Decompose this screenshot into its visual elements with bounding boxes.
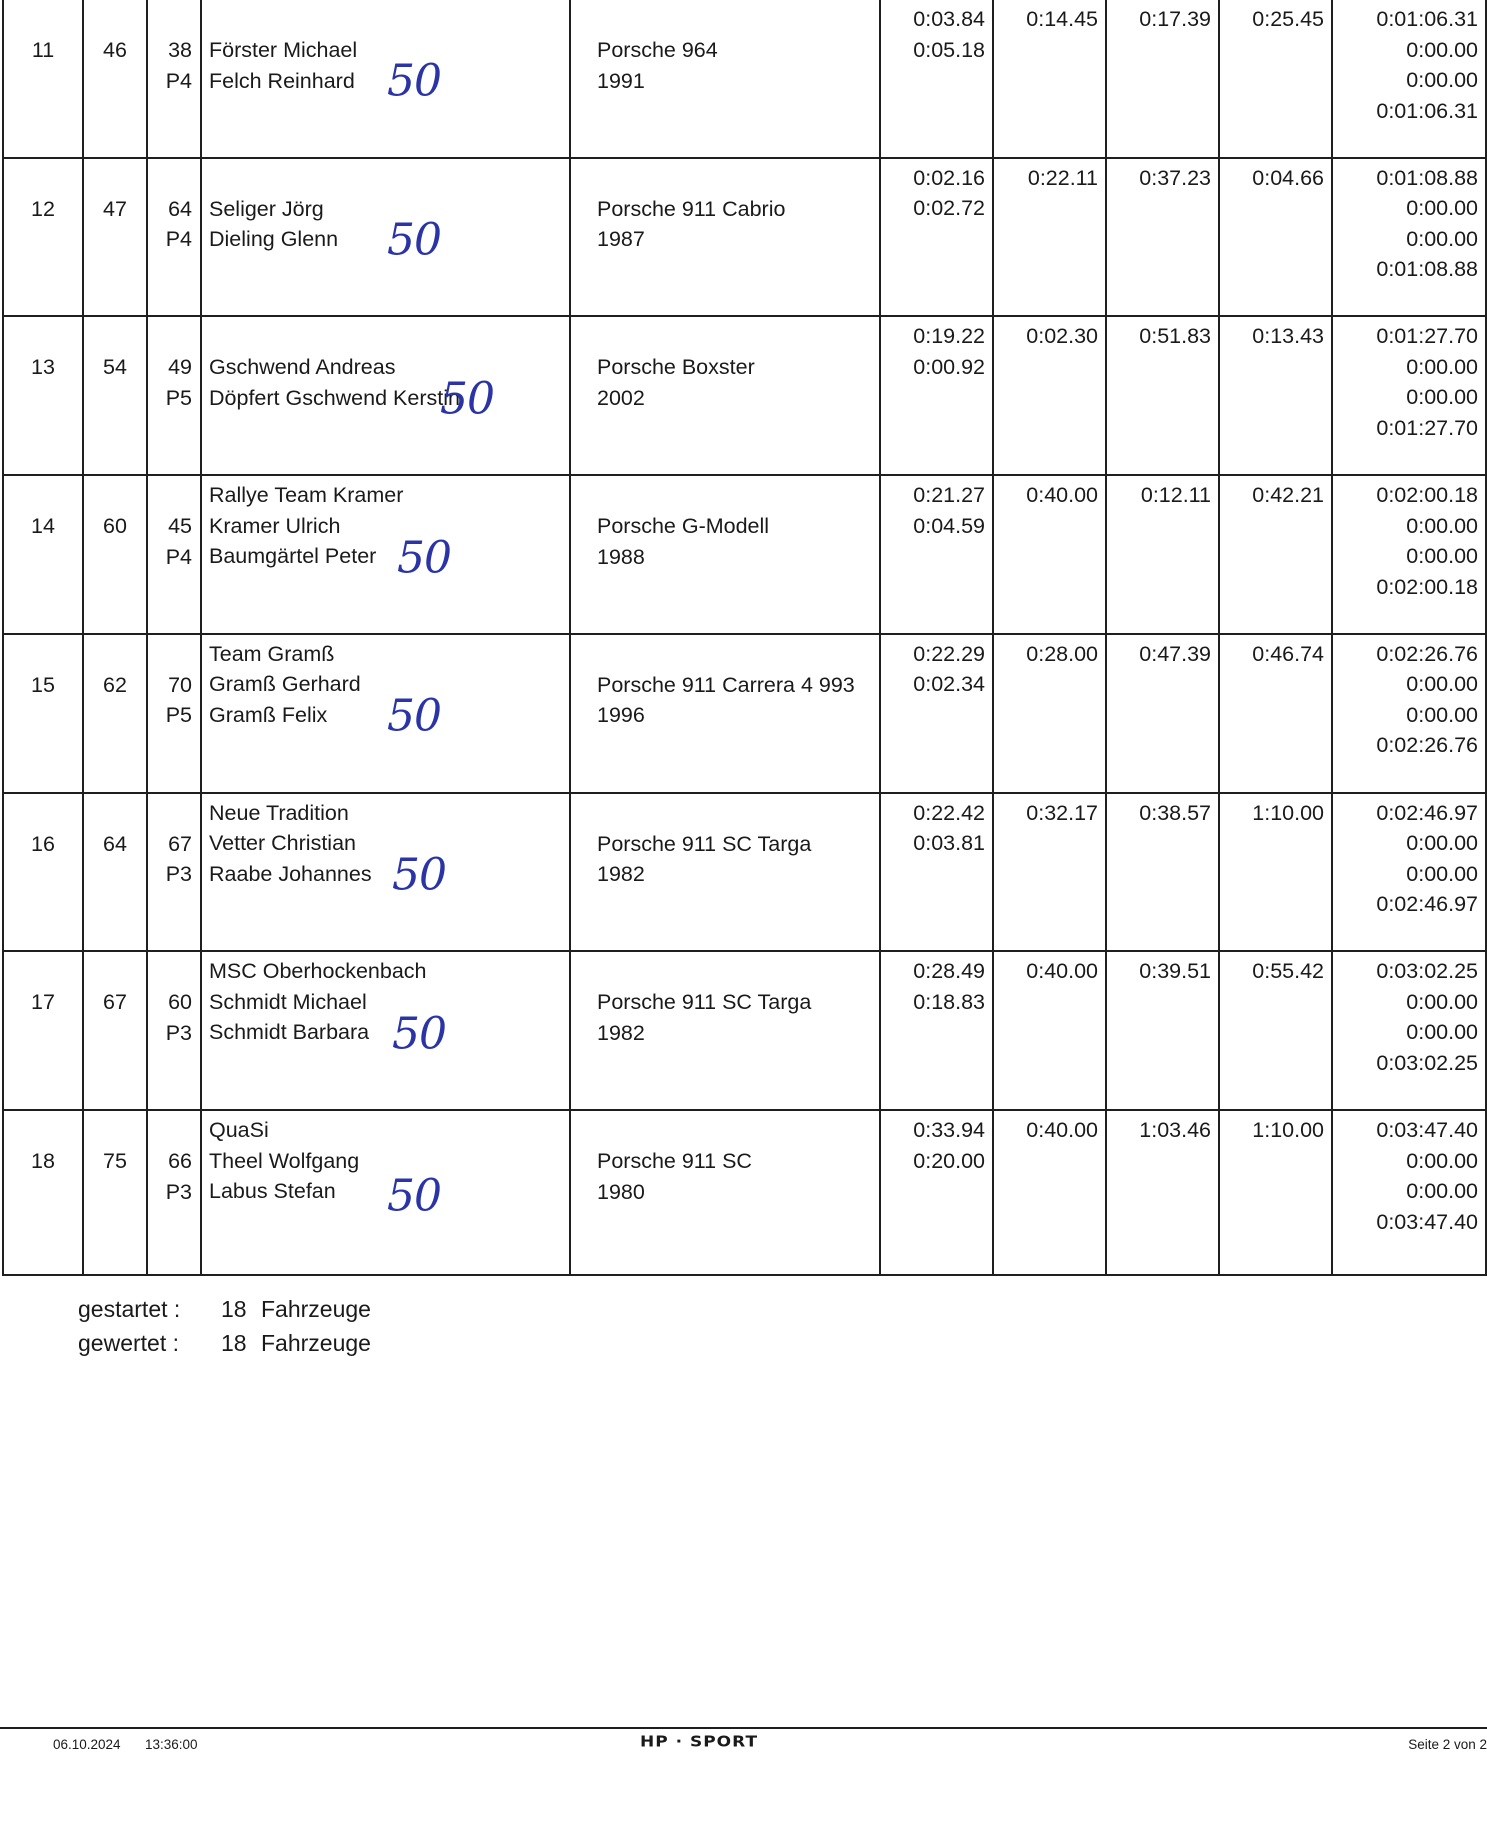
final-time: 0:03:02.25 [1376, 1050, 1478, 1075]
time-4: 0:42.21 [1252, 483, 1324, 508]
time-2: 0:28.00 [1026, 641, 1098, 666]
car-year: 1980 [597, 1179, 645, 1204]
crew-cell [201, 1110, 570, 1275]
time-cell-4 [1219, 634, 1332, 793]
crew-cell [201, 634, 570, 793]
page-number: Seite 2 von 2 [1408, 1737, 1487, 1752]
start-number: 47 [103, 196, 127, 221]
time-cell-2 [993, 475, 1106, 634]
start-number-cell [83, 634, 147, 793]
time-cell-1 [880, 793, 993, 952]
car-cell [570, 0, 880, 158]
start-number: 75 [103, 1149, 127, 1174]
total-time: 0:01:08.88 [1376, 165, 1478, 190]
position-cell [3, 316, 83, 475]
driver-name: Gramß Gerhard [209, 672, 361, 697]
position-cell [3, 475, 83, 634]
time-3: 0:37.23 [1139, 165, 1211, 190]
time-4: 0:46.74 [1252, 641, 1324, 666]
final-time: 0:01:06.31 [1376, 98, 1478, 123]
penalty-a: 0:00.00 [1406, 831, 1478, 856]
codriver-name: Schmidt Barbara [209, 1020, 370, 1045]
time-cell-1 [880, 951, 993, 1110]
time-1b: 0:20.00 [913, 1148, 985, 1173]
codriver-name: Gramß Felix [209, 702, 328, 727]
team-name: Neue Tradition [209, 800, 349, 825]
start-number-cell [83, 793, 147, 952]
handwritten-mark: 50 [387, 55, 441, 107]
penalty-a: 0:00.00 [1406, 672, 1478, 697]
codriver-name: Baumgärtel Peter [209, 544, 377, 569]
time-2: 0:02.30 [1026, 324, 1098, 349]
final-time: 0:02:46.97 [1376, 892, 1478, 917]
started-unit: Fahrzeuge [261, 1296, 371, 1322]
handwritten-mark: 50 [392, 1008, 446, 1060]
penalty-a: 0:00.00 [1406, 196, 1478, 221]
start-number-cell [83, 158, 147, 317]
time-cell-3 [1106, 0, 1219, 158]
car-cell [570, 158, 880, 317]
class: P4 [165, 544, 192, 569]
car-number: 49 [168, 355, 192, 380]
summary [78, 1292, 371, 1360]
time-1a: 0:33.94 [913, 1118, 985, 1143]
final-time: 0:01:27.70 [1376, 415, 1478, 440]
time-1a: 0:22.29 [913, 641, 985, 666]
summary-started [78, 1292, 371, 1326]
total-cell [1332, 634, 1486, 793]
penalty-b: 0:00.00 [1406, 1020, 1478, 1045]
crew-cell [201, 0, 570, 158]
total-time: 0:01:27.70 [1376, 324, 1478, 349]
team-name: QuaSi [209, 1118, 269, 1143]
time-1a: 0:22.42 [913, 800, 985, 825]
handwritten-mark: 50 [387, 1170, 441, 1222]
time-cell-1 [880, 475, 993, 634]
penalty-a: 0:00.00 [1406, 354, 1478, 379]
car-number-cell [147, 158, 201, 317]
start-number: 62 [103, 672, 127, 697]
class: P3 [165, 862, 192, 887]
final-time: 0:01:08.88 [1376, 257, 1478, 282]
class: P4 [165, 227, 192, 252]
summary-rated [78, 1326, 371, 1360]
footer-divider [0, 1727, 1487, 1729]
time-1a: 0:02.16 [913, 165, 985, 190]
position: 17 [31, 990, 55, 1015]
time-cell-2 [993, 951, 1106, 1110]
time-1a: 0:21.27 [913, 483, 985, 508]
total-time: 0:02:46.97 [1376, 800, 1478, 825]
time-cell-3 [1106, 158, 1219, 317]
car-number: 66 [168, 1149, 192, 1174]
penalty-a: 0:00.00 [1406, 989, 1478, 1014]
time-4: 0:55.42 [1252, 959, 1324, 984]
handwritten-mark: 50 [440, 373, 494, 425]
penalty-b: 0:00.00 [1406, 385, 1478, 410]
results-table [2, 0, 1487, 1276]
start-number-cell [83, 1110, 147, 1275]
total-cell [1332, 475, 1486, 634]
handwritten-mark: 50 [392, 849, 446, 901]
car-year: 2002 [597, 385, 645, 410]
start-number-cell [83, 316, 147, 475]
time-1a: 0:03.84 [913, 7, 985, 31]
car-number-cell [147, 951, 201, 1110]
start-number: 67 [103, 990, 127, 1015]
time-1b: 0:02.34 [913, 672, 985, 697]
time-cell-3 [1106, 793, 1219, 952]
position-cell [3, 634, 83, 793]
codriver-name: Felch Reinhard [209, 68, 355, 93]
time-1b: 0:18.83 [913, 989, 985, 1014]
total-time: 0:02:26.76 [1376, 641, 1478, 666]
driver-name: Förster Michael [209, 38, 358, 62]
position: 18 [31, 1149, 55, 1174]
time-cell-1 [880, 316, 993, 475]
class: P3 [165, 1020, 192, 1045]
result-row [3, 793, 1486, 952]
final-time: 0:02:26.76 [1376, 733, 1478, 758]
total-time: 0:03:47.40 [1376, 1118, 1478, 1143]
car-model: Porsche 911 SC Targa [597, 831, 812, 856]
time-4: 0:04.66 [1252, 165, 1324, 190]
time-cell-2 [993, 158, 1106, 317]
car-model: Porsche 911 SC Targa [597, 990, 812, 1015]
rated-count: 18 [221, 1330, 247, 1356]
class: P5 [165, 703, 192, 728]
start-number-cell [83, 951, 147, 1110]
codriver-name: Dieling Glenn [209, 227, 339, 252]
car-model: Porsche 964 [597, 38, 718, 62]
driver-name: Seliger Jörg [209, 196, 324, 221]
car-number-cell [147, 0, 201, 158]
time-4: 0:13.43 [1252, 324, 1324, 349]
time-4: 1:10.00 [1252, 1118, 1324, 1143]
total-cell [1332, 0, 1486, 158]
result-row [3, 951, 1486, 1110]
car-number: 67 [168, 831, 192, 856]
rated-unit: Fahrzeuge [261, 1330, 371, 1356]
car-number: 70 [168, 672, 192, 697]
time-cell-2 [993, 793, 1106, 952]
car-year: 1987 [597, 227, 645, 252]
total-time: 0:02:00.18 [1376, 483, 1478, 508]
driver-name: Vetter Christian [209, 831, 356, 856]
started-label: gestartet : [78, 1296, 181, 1322]
crew-cell [201, 158, 570, 317]
time-3: 0:47.39 [1139, 641, 1211, 666]
car-cell [570, 793, 880, 952]
car-number-cell [147, 475, 201, 634]
start-number-cell [83, 475, 147, 634]
start-number: 60 [103, 514, 127, 539]
time-cell-2 [993, 316, 1106, 475]
time-2: 0:32.17 [1026, 800, 1098, 825]
time-cell-3 [1106, 951, 1219, 1110]
rated-label: gewertet : [78, 1330, 179, 1356]
driver-name: Schmidt Michael [209, 989, 367, 1014]
car-number-cell [147, 793, 201, 952]
position: 15 [31, 672, 55, 697]
car-model: Porsche 911 Carrera 4 993 [597, 672, 855, 697]
car-cell [570, 634, 880, 793]
time-1b: 0:04.59 [913, 513, 985, 538]
position-cell [3, 158, 83, 317]
time-3: 1:03.46 [1139, 1118, 1211, 1143]
time-cell-3 [1106, 475, 1219, 634]
time-2: 0:14.45 [1026, 7, 1098, 31]
car-number: 60 [168, 990, 192, 1015]
final-time: 0:03:47.40 [1376, 1209, 1478, 1234]
handwritten-mark: 50 [387, 690, 441, 742]
car-number: 64 [168, 196, 192, 221]
car-year: 1988 [597, 544, 645, 569]
penalty-a: 0:00.00 [1406, 37, 1478, 62]
car-model: Porsche 911 SC [597, 1149, 752, 1174]
penalty-b: 0:00.00 [1406, 544, 1478, 569]
team-name: MSC Oberhockenbach [209, 959, 427, 984]
penalty-b: 0:00.00 [1406, 1179, 1478, 1204]
car-year: 1982 [597, 862, 645, 887]
penalty-a: 0:00.00 [1406, 1148, 1478, 1173]
time-2: 0:40.00 [1026, 1118, 1098, 1143]
result-row [3, 1110, 1486, 1275]
start-number: 64 [103, 831, 127, 856]
total-cell [1332, 316, 1486, 475]
position-cell [3, 0, 83, 158]
crew-cell [201, 316, 570, 475]
car-number-cell [147, 634, 201, 793]
car-cell [570, 316, 880, 475]
time-cell-3 [1106, 1110, 1219, 1275]
total-time: 0:01:06.31 [1376, 7, 1478, 31]
time-cell-3 [1106, 634, 1219, 793]
footer-time: 13:36:00 [145, 1737, 198, 1752]
car-number-cell [147, 316, 201, 475]
time-1a: 0:19.22 [913, 324, 985, 349]
time-2: 0:22.11 [1027, 165, 1098, 190]
driver-name: Gschwend Andreas [209, 355, 396, 380]
car-year: 1982 [597, 1020, 645, 1045]
result-row [3, 634, 1486, 793]
handwritten-mark: 50 [397, 532, 451, 584]
handwritten-mark: 50 [387, 214, 441, 266]
penalty-b: 0:00.00 [1406, 861, 1478, 886]
position: 14 [31, 514, 55, 539]
total-cell [1332, 793, 1486, 952]
result-row [3, 158, 1486, 317]
car-number-cell [147, 1110, 201, 1275]
position: 11 [31, 38, 55, 62]
time-1b: 0:00.92 [913, 354, 985, 379]
total-cell [1332, 951, 1486, 1110]
codriver-name: Raabe Johannes [209, 861, 372, 886]
time-3: 0:51.83 [1139, 324, 1211, 349]
time-2: 0:40.00 [1026, 959, 1098, 984]
car-number: 38 [168, 38, 192, 62]
car-cell [570, 475, 880, 634]
started-count: 18 [221, 1296, 247, 1322]
time-cell-2 [993, 634, 1106, 793]
final-time: 0:02:00.18 [1376, 574, 1478, 599]
position-cell [3, 951, 83, 1110]
driver-name: Theel Wolfgang [209, 1148, 360, 1173]
crew-cell [201, 475, 570, 634]
start-number: 54 [103, 355, 127, 380]
total-time: 0:03:02.25 [1376, 959, 1478, 984]
time-cell-4 [1219, 951, 1332, 1110]
time-cell-1 [880, 634, 993, 793]
car-number: 45 [168, 514, 192, 539]
time-cell-2 [993, 1110, 1106, 1275]
crew-cell [201, 793, 570, 952]
time-cell-4 [1219, 475, 1332, 634]
time-1b: 0:02.72 [913, 196, 985, 221]
time-cell-4 [1219, 1110, 1332, 1275]
crew-cell [201, 951, 570, 1110]
penalty-b: 0:00.00 [1406, 702, 1478, 727]
footer-date: 06.10.2024 [53, 1737, 121, 1752]
team-name: Team Gramß [209, 641, 335, 666]
car-model: Porsche 911 Cabrio [597, 196, 786, 221]
time-3: 0:17.39 [1139, 7, 1211, 31]
time-2: 0:40.00 [1026, 483, 1098, 508]
position-cell [3, 1110, 83, 1275]
car-model: Porsche Boxster [597, 355, 755, 380]
position: 16 [31, 831, 55, 856]
time-cell-4 [1219, 316, 1332, 475]
start-number: 46 [103, 38, 127, 62]
result-row [3, 316, 1486, 475]
car-year: 1996 [597, 703, 645, 728]
time-3: 0:39.51 [1139, 959, 1211, 984]
time-cell-1 [880, 1110, 993, 1275]
time-4: 0:25.45 [1252, 7, 1324, 31]
time-cell-1 [880, 0, 993, 158]
time-cell-4 [1219, 0, 1332, 158]
time-cell-3 [1106, 316, 1219, 475]
class: P3 [165, 1179, 192, 1204]
brand-logo: HP · SPORT [640, 1733, 759, 1751]
time-1a: 0:28.49 [913, 959, 985, 984]
team-name: Rallye Team Kramer [209, 483, 404, 508]
class: P5 [165, 385, 192, 410]
time-cell-4 [1219, 158, 1332, 317]
result-row [3, 0, 1486, 158]
time-1b: 0:05.18 [913, 37, 985, 62]
start-number-cell [83, 0, 147, 158]
car-cell [570, 1110, 880, 1275]
penalty-b: 0:00.00 [1406, 226, 1478, 251]
total-cell [1332, 158, 1486, 317]
time-3: 0:12.11 [1140, 483, 1211, 508]
time-cell-1 [880, 158, 993, 317]
position: 13 [31, 355, 55, 380]
total-cell [1332, 1110, 1486, 1275]
codriver-name: Döpfert Gschwend Kerstin [209, 385, 460, 410]
time-1b: 0:03.81 [913, 831, 985, 856]
position-cell [3, 793, 83, 952]
driver-name: Kramer Ulrich [209, 513, 341, 538]
car-cell [570, 951, 880, 1110]
codriver-name: Labus Stefan [209, 1179, 336, 1204]
time-cell-2 [993, 0, 1106, 158]
position: 12 [31, 196, 55, 221]
result-row [3, 475, 1486, 634]
class: P4 [165, 68, 192, 93]
time-cell-4 [1219, 793, 1332, 952]
time-4: 1:10.00 [1252, 800, 1324, 825]
car-year: 1991 [597, 68, 645, 93]
car-model: Porsche G-Modell [597, 514, 770, 539]
penalty-b: 0:00.00 [1406, 68, 1478, 92]
penalty-a: 0:00.00 [1406, 513, 1478, 538]
time-3: 0:38.57 [1139, 800, 1211, 825]
